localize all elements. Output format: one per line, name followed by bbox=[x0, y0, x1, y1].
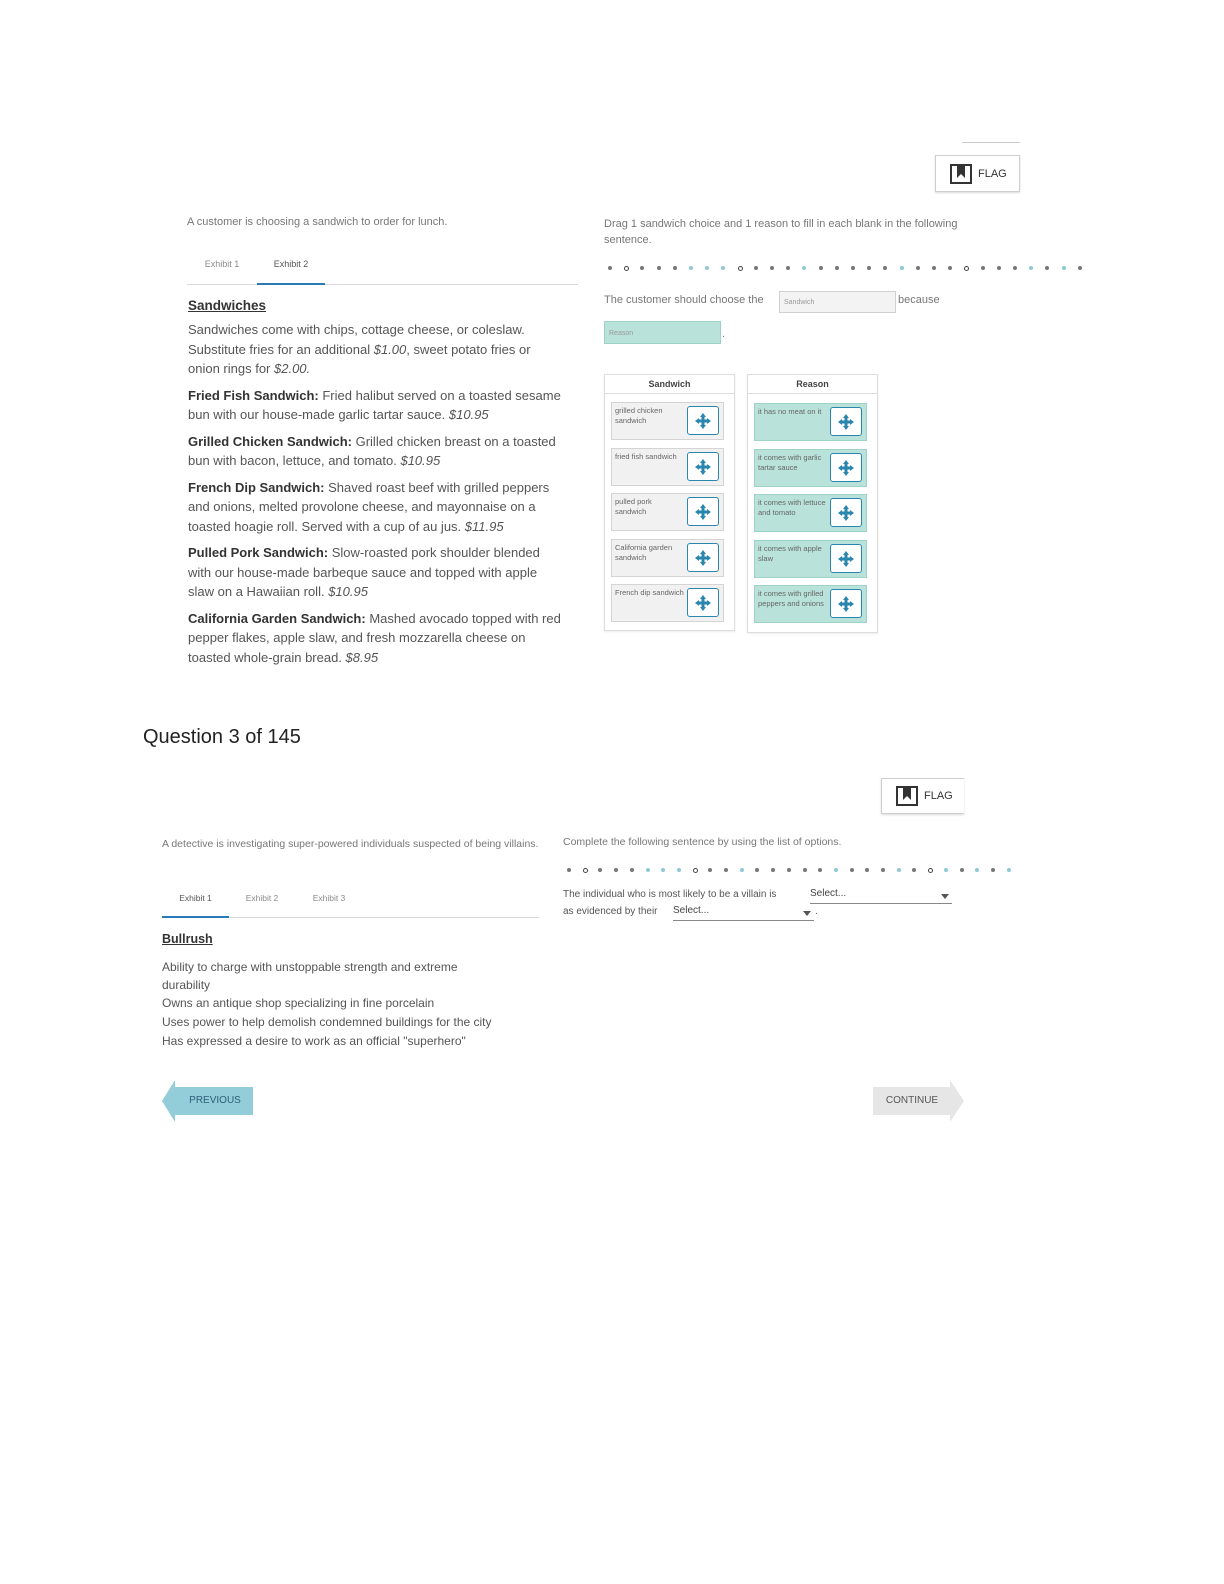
divider-dot bbox=[960, 868, 964, 872]
divider-dot bbox=[865, 868, 869, 872]
divider-dot bbox=[624, 266, 629, 271]
divider-dot bbox=[818, 868, 822, 872]
divider-dot bbox=[724, 868, 728, 872]
divider-dot bbox=[755, 868, 759, 872]
divider-dot bbox=[708, 868, 712, 872]
reason-chip[interactable]: it comes with garlic tartar sauce bbox=[754, 449, 867, 487]
move-icon[interactable] bbox=[830, 498, 862, 527]
question-stem: A detective is investigating super-powered individuals suspected of being villains. bbox=[162, 838, 539, 850]
move-icon[interactable] bbox=[830, 589, 862, 618]
divider-dot bbox=[657, 266, 661, 270]
top-rule bbox=[962, 142, 1020, 143]
move-icon[interactable] bbox=[830, 407, 862, 436]
divider-dot bbox=[897, 868, 901, 872]
divider-dot bbox=[646, 868, 650, 872]
question-stem: A customer is choosing a sandwich to order for lunch. bbox=[187, 216, 448, 228]
tab-exhibit-1[interactable]: Exhibit 1 bbox=[162, 890, 229, 917]
previous-label: PREVIOUS bbox=[189, 1095, 241, 1106]
flag-button[interactable] bbox=[935, 155, 1020, 192]
question-heading: Question 3 of 145 bbox=[143, 726, 301, 748]
divider-dot bbox=[583, 868, 588, 873]
divider-dot bbox=[1013, 266, 1017, 270]
villain-select[interactable] bbox=[810, 888, 952, 904]
select-value: Select... bbox=[673, 905, 710, 916]
dotted-divider bbox=[567, 866, 965, 874]
divider-dot bbox=[608, 266, 612, 270]
divider-dot bbox=[802, 266, 806, 270]
sentence-end: . bbox=[722, 328, 726, 340]
divider-dot bbox=[640, 266, 644, 270]
continue-button[interactable] bbox=[873, 1080, 965, 1122]
question-instruction: Complete the following sentence by using the list of options. bbox=[563, 836, 842, 848]
select-value: Select... bbox=[810, 888, 847, 899]
divider-dot bbox=[851, 266, 855, 270]
divider-dot bbox=[834, 868, 838, 872]
exhibit-line: Ability to charge with unstoppable strength and extreme durability bbox=[162, 960, 458, 992]
tab-exhibit-2[interactable]: Exhibit 2 bbox=[245, 893, 279, 903]
sentence-end: . bbox=[815, 906, 818, 917]
divider-dot bbox=[567, 868, 571, 872]
tab-exhibit-2[interactable]: Exhibit 2 bbox=[257, 256, 325, 284]
sentence-part-1: The customer should choose the bbox=[604, 294, 764, 306]
divider-dot bbox=[867, 266, 871, 270]
menu-exhibit bbox=[188, 298, 580, 667]
divider-dot bbox=[738, 266, 743, 271]
sentence-part-2: because bbox=[898, 294, 940, 306]
sentence-part-1: The individual who is most likely to be a villain is bbox=[563, 889, 777, 900]
divider-dot bbox=[786, 266, 790, 270]
sandwich-chip[interactable]: fried fish sandwich bbox=[611, 448, 724, 486]
divider-dot bbox=[1078, 266, 1082, 270]
divider-dot bbox=[997, 266, 1001, 270]
move-icon[interactable] bbox=[687, 588, 719, 617]
reason-chip[interactable]: it comes with apple slaw bbox=[754, 540, 867, 578]
menu-intro: Sandwiches come with chips, cottage cheese, or coleslaw. Substitute fries for an additional $1.00, sweet potato fries or onion rings for $2.00. bbox=[188, 322, 531, 376]
bookmark-icon bbox=[950, 164, 972, 184]
sandwich-chip[interactable]: pulled pork sandwich bbox=[611, 493, 724, 531]
reason-chip[interactable]: it has no meat on it bbox=[754, 403, 867, 441]
menu-item-grilled-chicken: Grilled Chicken Sandwich: Grilled chicken breast on a toasted bun with bacon, lettuce, and tomato. $10.95 bbox=[188, 433, 556, 468]
reason-drop-blank[interactable]: Reason bbox=[604, 321, 721, 344]
divider-dot bbox=[964, 266, 969, 271]
dotted-divider bbox=[608, 264, 1022, 272]
divider-dot bbox=[630, 868, 634, 872]
exhibit-line: Uses power to help demolish condemned buildings for the city bbox=[162, 1015, 492, 1029]
divider-dot bbox=[803, 868, 807, 872]
exhibit-tabs bbox=[162, 890, 539, 918]
sandwich-chip[interactable]: grilled chicken sandwich bbox=[611, 402, 724, 440]
sandwich-chip[interactable]: California garden sandwich bbox=[611, 539, 724, 577]
divider-dot bbox=[900, 266, 904, 270]
flag-label: FLAG bbox=[978, 167, 1007, 180]
divider-dot bbox=[819, 266, 823, 270]
reason-chip[interactable]: it comes with grilled peppers and onions bbox=[754, 585, 867, 623]
move-icon[interactable] bbox=[830, 453, 862, 482]
sandwich-panel bbox=[604, 374, 735, 631]
divider-dot bbox=[771, 868, 775, 872]
previous-button[interactable] bbox=[162, 1080, 254, 1122]
divider-dot bbox=[754, 266, 758, 270]
divider-dot bbox=[975, 868, 979, 872]
divider-dot bbox=[693, 868, 698, 873]
divider-dot bbox=[835, 266, 839, 270]
exhibit-title: Bullrush bbox=[162, 932, 213, 946]
reason-panel bbox=[747, 374, 878, 633]
divider-dot bbox=[770, 266, 774, 270]
menu-item-french-dip: French Dip Sandwich: Shaved roast beef with grilled peppers and onions, melted provolone cheese, and mayonnaise on a toasted hoagie roll. Served with a cup of au jus. $11.95 bbox=[188, 479, 550, 534]
divider-dot bbox=[673, 266, 677, 270]
divider-dot bbox=[916, 266, 920, 270]
move-icon[interactable] bbox=[687, 497, 719, 526]
exhibit-line: Has expressed a desire to work as an official "superhero" bbox=[162, 1034, 466, 1048]
move-icon[interactable] bbox=[687, 452, 719, 481]
chevron-down-icon bbox=[803, 911, 811, 916]
divider-dot bbox=[598, 868, 602, 872]
exhibit-line: Owns an antique shop specializing in fine porcelain bbox=[162, 996, 435, 1010]
sandwich-chip[interactable]: French dip sandwich bbox=[611, 584, 724, 622]
tab-exhibit-1[interactable]: Exhibit 1 bbox=[204, 259, 240, 269]
divider-dot bbox=[928, 868, 933, 873]
sentence-part-2: as evidenced by their bbox=[563, 906, 658, 917]
divider-dot bbox=[614, 868, 618, 872]
divider-dot bbox=[661, 868, 665, 872]
divider-dot bbox=[944, 868, 948, 872]
menu-item-fried-fish: Fried Fish Sandwich: Fried halibut served on a toasted sesame bun with our house-made garlic tartar sauce. $10.95 bbox=[188, 387, 561, 422]
divider-dot bbox=[1029, 266, 1033, 270]
divider-dot bbox=[787, 868, 791, 872]
chevron-down-icon bbox=[941, 894, 949, 899]
divider-dot bbox=[991, 868, 995, 872]
divider-dot bbox=[981, 266, 985, 270]
tab-exhibit-3[interactable]: Exhibit 3 bbox=[312, 893, 346, 903]
flag-label: FLAG bbox=[924, 790, 953, 802]
reason-panel-title: Reason bbox=[748, 375, 877, 394]
divider-dot bbox=[1007, 868, 1011, 872]
bookmark-icon bbox=[896, 786, 918, 806]
sandwich-drop-blank[interactable]: Sandwich bbox=[779, 291, 896, 313]
drag-instruction: Drag 1 sandwich choice and 1 reason to fill in each blank in the following sentence. bbox=[604, 218, 958, 246]
exhibit-tabs bbox=[187, 256, 578, 285]
divider-dot bbox=[948, 266, 952, 270]
evidence-select[interactable] bbox=[673, 905, 814, 921]
menu-title: Sandwiches bbox=[188, 298, 267, 313]
divider-dot bbox=[881, 868, 885, 872]
divider-dot bbox=[705, 266, 709, 270]
move-icon[interactable] bbox=[830, 544, 862, 573]
menu-item-california-garden: California Garden Sandwich: Mashed avocado topped with red pepper flakes, apple slaw, and fresh mozzarella cheese on toasted whole-grain bread. $8.95 bbox=[188, 610, 561, 665]
reason-chip[interactable]: it comes with lettuce and tomato bbox=[754, 494, 867, 532]
sandwich-panel-title: Sandwich bbox=[605, 375, 734, 394]
divider-dot bbox=[883, 266, 887, 270]
divider-dot bbox=[1045, 266, 1049, 270]
move-icon[interactable] bbox=[687, 406, 719, 435]
divider-dot bbox=[677, 868, 681, 872]
divider-dot bbox=[932, 266, 936, 270]
divider-dot bbox=[912, 868, 916, 872]
divider-dot bbox=[689, 266, 693, 270]
menu-item-pulled-pork: Pulled Pork Sandwich: Slow-roasted pork shoulder blended with our house-made barbeque sauce and topped with apple slaw on a Hawaiian roll. $10.95 bbox=[188, 545, 540, 599]
divider-dot bbox=[850, 868, 854, 872]
divider-dot bbox=[1062, 266, 1066, 270]
continue-label: CONTINUE bbox=[885, 1095, 939, 1106]
exhibit-content bbox=[162, 958, 540, 1051]
divider-dot bbox=[721, 266, 725, 270]
divider-dot bbox=[740, 868, 744, 872]
flag-button[interactable] bbox=[881, 778, 964, 814]
move-icon[interactable] bbox=[687, 543, 719, 572]
